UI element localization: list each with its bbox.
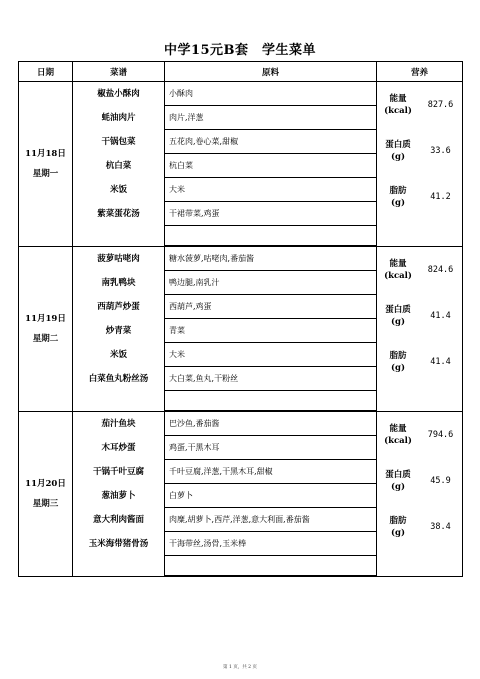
ingredient-line: 小酥肉 — [165, 82, 376, 106]
ingredients-cell — [165, 412, 377, 577]
nutrition-label-name: 蛋白质 — [385, 305, 411, 315]
day-row-3 — [19, 412, 463, 577]
menu-table — [18, 61, 463, 577]
nutrition-label-unit: (g) — [391, 528, 405, 538]
nutrition-label-name: 蛋白质 — [385, 470, 411, 480]
nutrition-label — [377, 185, 419, 209]
nutrition-value: 41.4 — [430, 311, 451, 321]
nutrition-cell — [377, 247, 463, 412]
ingredient-blank-line — [165, 226, 376, 246]
dish-name: 干锅千叶豆腐 — [92, 467, 144, 477]
dish-name: 茄汁鱼块 — [101, 419, 136, 429]
dish-name: 蚝油肉片 — [101, 113, 136, 123]
nutrition-label-unit: (kcal) — [384, 106, 412, 116]
nutrition-label-name: 能量 — [389, 94, 407, 104]
dish-name: 玉米海带猪骨汤 — [88, 539, 149, 549]
ingredient-line: 糖水菠萝,咕咾肉,番茄酱 — [165, 247, 376, 271]
ingredient-line: 大米 — [165, 178, 376, 202]
dish-name: 意大利肉酱面 — [92, 515, 144, 525]
ingredients-cell — [165, 247, 377, 412]
nutrition-fat — [377, 504, 462, 550]
header-ingredients: 原料 — [165, 62, 377, 82]
nutrition-label-name: 脂肪 — [389, 351, 407, 361]
dishes-cell — [73, 247, 165, 412]
nutrition-label-unit: (g) — [391, 317, 405, 327]
ingredient-blank-line — [165, 556, 376, 576]
dish-name: 南乳鸭块 — [101, 278, 136, 288]
page-title: 中学15元B套 学生菜单 — [163, 43, 317, 58]
date-label: 11月20日 — [25, 479, 66, 489]
nutrition-protein — [377, 293, 462, 339]
nutrition-energy — [377, 82, 462, 128]
ingredient-line: 大白菜,鱼丸,干粉丝 — [165, 367, 376, 391]
date-cell — [19, 412, 73, 577]
nutrition-value: 45.9 — [430, 476, 451, 486]
ingredient-line: 西葫芦,鸡蛋 — [165, 295, 376, 319]
dish-name: 椒盐小酥肉 — [97, 89, 140, 99]
ingredient-line: 白萝卜 — [165, 484, 376, 508]
date-label: 11月19日 — [25, 314, 66, 324]
ingredient-line: 肉糜,胡萝卜,西芹,洋葱,意大利面,番茄酱 — [165, 508, 376, 532]
nutrition-cell — [377, 82, 463, 247]
ingredient-line: 鸡蛋,干黑木耳 — [165, 436, 376, 460]
dish-name: 干锅包菜 — [101, 137, 136, 147]
nutrition-label-name: 能量 — [389, 259, 407, 269]
nutrition-protein — [377, 128, 462, 174]
header-date: 日期 — [19, 62, 73, 82]
nutrition-label-name: 蛋白质 — [385, 140, 411, 150]
dish-name: 紫菜蛋花汤 — [97, 209, 140, 219]
header-nutrition: 营养 — [377, 62, 463, 82]
date-label: 11月18日 — [25, 149, 66, 159]
nutrition-label — [377, 139, 419, 163]
dish-name: 西葫芦炒蛋 — [97, 302, 140, 312]
dish-name: 炒青菜 — [105, 326, 132, 336]
dishes-cell — [73, 82, 165, 247]
nutrition-value: 38.4 — [430, 522, 451, 532]
nutrition-value: 41.4 — [430, 357, 451, 367]
nutrition-label-unit: (g) — [391, 152, 405, 162]
ingredient-line: 五花肉,卷心菜,甜椒 — [165, 130, 376, 154]
nutrition-label-unit: (g) — [391, 198, 405, 208]
menu-body — [19, 82, 463, 577]
weekday-label: 星期二 — [32, 334, 59, 344]
nutrition-protein — [377, 458, 462, 504]
nutrition-value: 827.6 — [427, 100, 454, 110]
ingredient-line: 千叶豆腐,洋葱,干黑木耳,甜椒 — [165, 460, 376, 484]
ingredient-line: 干海带丝,汤骨,玉米棒 — [165, 532, 376, 556]
nutrition-value: 794.6 — [427, 430, 454, 440]
day-row-2 — [19, 247, 463, 412]
nutrition-label-unit: (kcal) — [384, 436, 412, 446]
dish-name: 米饭 — [109, 185, 127, 195]
dish-name: 米饭 — [109, 350, 127, 360]
nutrition-label-unit: (kcal) — [384, 271, 412, 281]
nutrition-label — [377, 469, 419, 493]
nutrition-label — [377, 350, 419, 374]
nutrition-label-name: 脂肪 — [389, 186, 407, 196]
nutrition-value: 41.2 — [430, 192, 451, 202]
weekday-label: 星期一 — [32, 169, 59, 179]
nutrition-label — [377, 304, 419, 328]
dish-name: 葱油萝卜 — [101, 491, 136, 501]
date-cell — [19, 82, 73, 247]
dish-name: 白菜鱼丸粉丝汤 — [88, 374, 149, 384]
dish-name: 菠萝咕咾肉 — [97, 254, 140, 264]
dishes-cell — [73, 412, 165, 577]
nutrition-energy — [377, 412, 462, 458]
nutrition-label — [377, 93, 419, 117]
ingredients-cell — [165, 82, 377, 247]
ingredient-line: 干裙带菜,鸡蛋 — [165, 202, 376, 226]
page-footer: 第 1 页，共 2 页 — [223, 665, 257, 670]
nutrition-label-name: 脂肪 — [389, 516, 407, 526]
ingredient-line: 肉片,洋葱 — [165, 106, 376, 130]
ingredient-line: 青菜 — [165, 319, 376, 343]
ingredient-blank-line — [165, 391, 376, 411]
day-row-1 — [19, 82, 463, 247]
ingredient-line: 大米 — [165, 343, 376, 367]
nutrition-label — [377, 258, 419, 282]
nutrition-label — [377, 515, 419, 539]
ingredient-line: 鸭边腿,南乳汁 — [165, 271, 376, 295]
nutrition-label-name: 能量 — [389, 424, 407, 434]
nutrition-label — [377, 423, 419, 447]
nutrition-label-unit: (g) — [391, 482, 405, 492]
date-cell — [19, 247, 73, 412]
nutrition-value: 33.6 — [430, 146, 451, 156]
dish-name: 木耳炒蛋 — [101, 443, 136, 453]
header-dish: 菜谱 — [73, 62, 165, 82]
dish-name: 杭白菜 — [105, 161, 132, 171]
nutrition-label-unit: (g) — [391, 363, 405, 373]
ingredient-line: 杭白菜 — [165, 154, 376, 178]
nutrition-cell — [377, 412, 463, 577]
weekday-label: 星期三 — [32, 499, 59, 509]
nutrition-fat — [377, 339, 462, 385]
nutrition-value: 824.6 — [427, 265, 454, 275]
ingredient-line: 巴沙鱼,番茄酱 — [165, 412, 376, 436]
nutrition-fat — [377, 174, 462, 220]
header-row — [19, 62, 463, 82]
nutrition-energy — [377, 247, 462, 293]
